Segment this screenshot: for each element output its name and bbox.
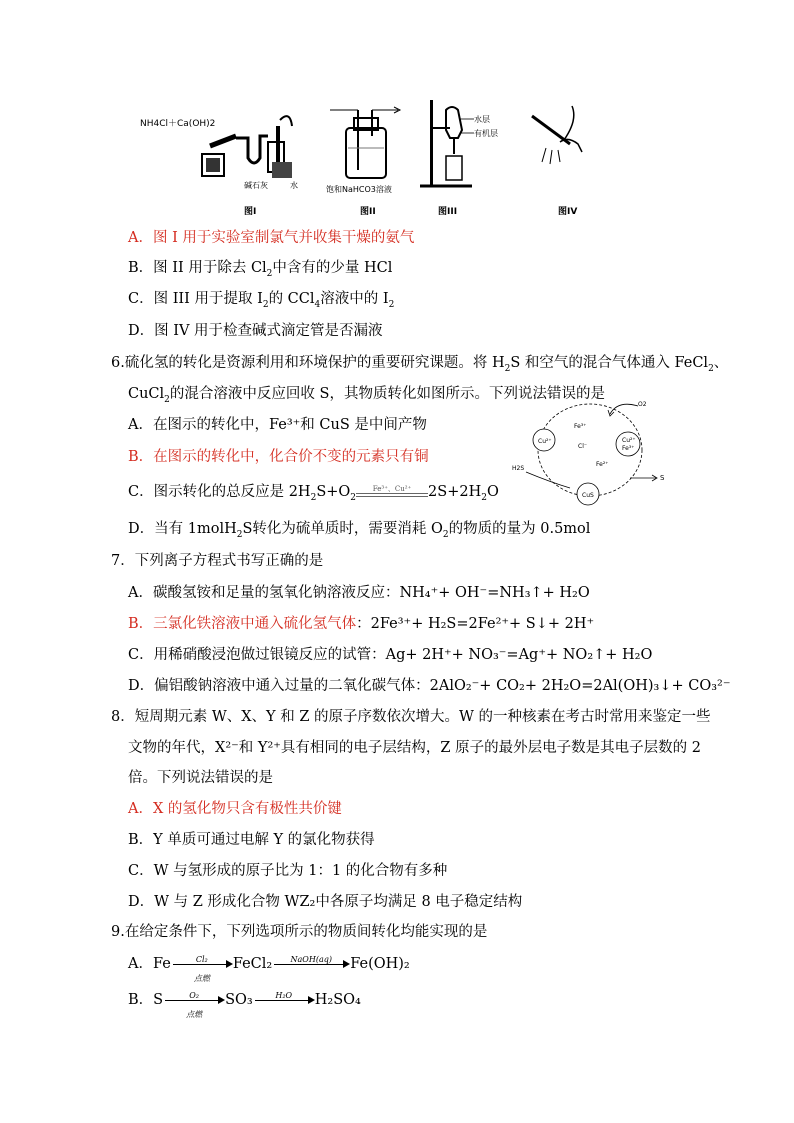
q8-option-d: D．W 与 Z 形成化合物 WZ₂中各原子均满足 8 电子稳定结构 bbox=[128, 894, 523, 910]
q6-option-c: C．图示转化的总反应是 $2H_2S+O_2$ Fe³⁺、Cu²⁺ $2S+2H_2O$ bbox=[128, 484, 499, 503]
q9-option-a: A．Fe Cl₂ 点燃 FeCl₂ NaOH(aq) Fe(OH)₂ bbox=[128, 955, 410, 983]
h2s-label: H2S bbox=[512, 465, 525, 472]
q5-option-a: A．图 I 用于实验室制氯气并收集干燥的氨气 bbox=[128, 230, 415, 246]
arrow-h2o: H₂O bbox=[255, 990, 313, 1010]
arrow-o2: O₂ 点燃 bbox=[165, 990, 223, 1010]
fig4-label: 图IV bbox=[558, 207, 578, 217]
q5-option-c: C．图 III 用于提取 $I_2$的 CCl$_4$溶液中的 $I_2$ bbox=[128, 291, 395, 310]
cl-label: Cl⁻ bbox=[578, 443, 588, 450]
fig1-label: 图I bbox=[244, 207, 257, 217]
q8-stem-line2: 文物的年代，X²⁻和 Y²⁺具有相同的电子层结构，Z 原子的最外层电子数是其电子层数的 2 bbox=[128, 740, 701, 756]
apparatus-drawing bbox=[140, 96, 600, 220]
q7-option-b: B．三氯化铁溶液中通入硫化氢气体：2Fe³⁺+ H₂S=2Fe²⁺+ S↓+ 2H⁺ bbox=[128, 616, 595, 632]
apparatus-figure bbox=[140, 96, 600, 220]
nahco3-label: 饱和NaHCO3溶液 bbox=[326, 185, 392, 194]
fe2-label: Fe²⁺ bbox=[596, 461, 609, 468]
cu2-right-label: Cu²⁺ bbox=[622, 437, 636, 444]
q5-option-b: B．图 II 用于除去 $Cl_2$中含有的少量 HCl bbox=[128, 260, 393, 279]
q9-option-b: B．S O₂ 点燃 SO₃ H₂O H₂SO₄ bbox=[128, 991, 361, 1019]
fig3-label: 图III bbox=[438, 207, 458, 217]
q6-stem-line2: CuCl$_2$的混合溶液中反应回收 S，其物质转化如图所示。下列说法错误的是 bbox=[128, 386, 605, 405]
cu2-label: Cu²⁺ bbox=[538, 438, 552, 445]
q6-option-a: A．在图示的转化中，Fe³⁺和 CuS 是中间产物 bbox=[128, 417, 427, 433]
q6-cycle-diagram bbox=[510, 392, 670, 510]
s-label: S bbox=[660, 474, 665, 482]
q6-option-d: D．当有 1molH$_2$S转化为硫单质时，需要消耗 $O_2$的物质的量为 0.5mol bbox=[128, 521, 591, 540]
q8-stem-line1: 8．短周期元素 W、X、Y 和 Z 的原子序数依次增大。W 的一种核素在考古时常用来鉴定一些 bbox=[111, 709, 711, 725]
reagent-label: NH4Cl＋Ca(OH)2 bbox=[140, 119, 216, 129]
lime-label: 碱石灰 bbox=[244, 181, 268, 190]
o2-label: O2 bbox=[638, 401, 647, 408]
q7-option-a: A．碳酸氢铵和足量的氢氧化钠溶液反应：NH₄⁺+ OH⁻=NH₃↑+ H₂O bbox=[128, 585, 590, 601]
q7-option-c: C．用稀硝酸浸泡做过银镜反应的试管：Ag+ 2H⁺+ NO₃⁻=Ag⁺+ NO₂↑+ H₂O bbox=[128, 647, 653, 663]
q8-option-b: B．Y 单质可通过电解 Y 的氯化物获得 bbox=[128, 832, 375, 848]
q9-stem: 9.在给定条件下，下列选项所示的物质间转化均能实现的是 bbox=[111, 924, 488, 940]
q8-stem-line3: 倍。下列说法错误的是 bbox=[128, 770, 273, 786]
arrow-naoh: NaOH(aq) bbox=[274, 954, 348, 974]
q7-option-d: D．偏铝酸钠溶液中通入过量的二氧化碳气体：2AlO₂⁻+ CO₂+ 2H₂O=2Al(OH)₃↓+ CO₃²⁻ bbox=[128, 678, 731, 694]
fe3-label: Fe³⁺ bbox=[574, 423, 587, 430]
water-label: 水 bbox=[290, 181, 298, 190]
water-layer-label: 水层 bbox=[474, 115, 490, 124]
q8-option-a: A．X 的氢化物只含有极性共价键 bbox=[128, 801, 342, 817]
cus-label: CuS bbox=[582, 492, 594, 499]
q5-option-d: D．图 IV 用于检查碱式滴定管是否漏液 bbox=[128, 323, 383, 339]
organic-layer-label: 有机层 bbox=[474, 129, 498, 138]
q8-option-c: C．W 与氢形成的原子比为 1：1 的化合物有多种 bbox=[128, 863, 448, 879]
fe3-right-label: Fe³⁺ bbox=[622, 445, 635, 452]
q6-option-b: B．在图示的转化中，化合价不变的元素只有铜 bbox=[128, 449, 429, 465]
fig2-label: 图II bbox=[360, 207, 376, 217]
q7-stem: 7．下列离子方程式书写正确的是 bbox=[111, 553, 324, 569]
arrow-cl2: Cl₂ 点燃 bbox=[173, 954, 231, 974]
q6-stem-line1: 6.硫化氢的转化是资源利用和环境保护的重要研究课题。将 $H_2S$ 和空气的混合气体通入 FeCl$_2$、 bbox=[111, 355, 729, 374]
